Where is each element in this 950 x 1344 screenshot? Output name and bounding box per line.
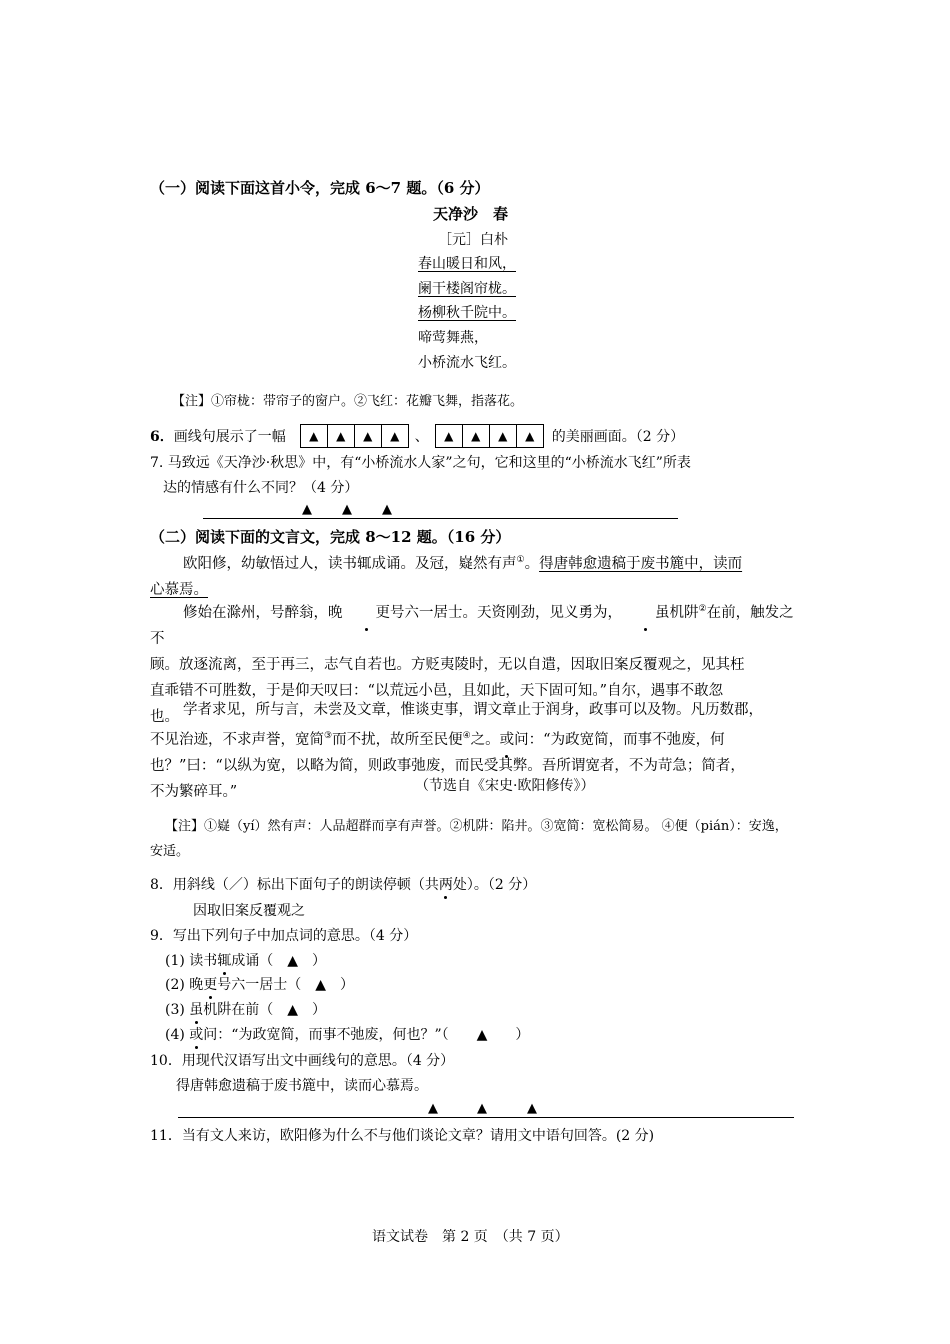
question-8	[150, 874, 536, 894]
passage-line: 学者求见，所与言，未尝及文章，惟谈吏事，谓文章止于润身，政事可以及物。凡历数郡，	[183, 702, 763, 718]
dotted-word: 或	[500, 727, 515, 753]
answer-mark: ▲	[428, 1101, 438, 1116]
underlined-sentence: 得唐韩愈遗稿于废书簏中，读而	[539, 555, 743, 572]
footnote-mark: ②	[698, 604, 707, 614]
answer-mark: ▲	[342, 502, 352, 517]
section-1-heading: （一）阅读下面这首小令，完成 6～7 题。（6 分）	[150, 179, 490, 197]
answer-mark: ▲	[328, 425, 355, 447]
poem-line: 阑干楼阁帘栊。	[418, 281, 516, 297]
passage-text: 修始在滁州，号醉翁，晚	[183, 604, 343, 621]
question-7-line-2: 达的情感有什么不同？（4 分）	[163, 480, 359, 496]
poem-title: 天净沙 春	[433, 205, 509, 223]
answer-mark: ▲	[301, 425, 328, 447]
passage-line: 也？”曰：“以纵为宽，以略为简，则政事弛废，而民受其弊。吾所谓宽者，不为苛急；简者，	[150, 757, 745, 774]
q9-item-text: 问：“为政宽简，而事不弛废，何也？”（ ▲ ）	[203, 1027, 530, 1043]
question-7-line-1: 7. 马致远《天净沙·秋思》中，有“小桥流水人家”之句，它和这里的“小桥流水飞红”所表	[150, 455, 691, 471]
poem-line: 小桥流水飞红。	[418, 355, 516, 371]
dotted-word: 虽	[189, 999, 203, 1019]
q8-text: ）。（2 分）	[466, 877, 537, 893]
q6-answer-box-2[interactable]	[435, 424, 544, 448]
question-9-heading: 9．写出下列句子中加点词的意思。（4 分）	[150, 928, 418, 944]
q9-item-text: 号六一居士（ ▲ ）	[217, 977, 355, 993]
q9-item-4	[165, 1024, 529, 1044]
footnote-mark: ①	[516, 555, 525, 565]
poem-line: 杨柳秋千院中。	[418, 305, 516, 321]
q8-sentence: 因取旧案反覆观之	[193, 903, 305, 919]
passage-line: 顾。放逐流离，至于再三，志气自若也。方贬夷陵时，无以自遣，因取旧案反覆观之，见其枉	[150, 656, 745, 673]
answer-mark: ▲	[490, 425, 517, 447]
q6-text-after: 的美丽画面。（2 分）	[551, 429, 685, 445]
q9-item-1	[165, 950, 326, 970]
footnote-mark: ④	[462, 731, 471, 741]
passage-line: 也。	[150, 708, 179, 725]
q6-number: 6．	[150, 429, 174, 445]
passage-text: 。	[524, 555, 540, 572]
passage-text: 在前，触发之不	[150, 604, 794, 647]
passage-line: 不为繁碎耳。”	[150, 783, 238, 800]
passage-text: 欧阳修，幼敏悟过人，读书辄成诵。及冠，嶷然有声	[183, 555, 517, 572]
passage-note-line-1: 【注】①嶷（yí）然有声：人品超群而享有声誉。②机阱：陷井。③宽简：宽松简易。 ④便（pián）：安逸，	[165, 819, 788, 834]
answer-mark: ▲	[382, 502, 392, 517]
passage-text: 机阱	[669, 604, 699, 621]
answer-mark: ▲	[463, 425, 490, 447]
answer-mark: ▲	[355, 425, 382, 447]
poem-line: 春山暖日和风，	[418, 256, 516, 272]
answer-mark: ▲	[525, 429, 535, 443]
q9-item-3	[165, 999, 326, 1019]
q10-answer-line[interactable]	[178, 1117, 794, 1118]
passage-line: 直乖错不可胜数，于是仰天叹曰：“以荒远小邑，且如此，天下固可知。”自尔，遇事不敢忽	[150, 682, 724, 699]
passage-paragraph-1	[150, 547, 802, 603]
answer-mark: ▲	[390, 429, 400, 443]
q9-item-text: (2) 晚	[165, 977, 204, 993]
answer-mark: ▲	[436, 425, 463, 447]
q9-item-text: 成诵（ ▲ ）	[231, 953, 327, 969]
question-10-heading: 10．用现代汉语写出文中画线句的意思。（4 分）	[150, 1053, 455, 1069]
q6-answer-box-1[interactable]	[300, 424, 409, 448]
q6-text-before: 画线句展示了一幅	[173, 429, 286, 445]
dotted-word: 虽	[622, 600, 670, 626]
dotted-word: 更	[343, 600, 391, 626]
passage-text: 号六一居士。天资刚劲，见义勇为，	[390, 604, 622, 621]
q9-item-text: 机阱在前（ ▲ ）	[203, 1002, 327, 1018]
q9-item-2	[165, 974, 354, 994]
passage-source: （节选自《宋史·欧阳修传》）	[415, 778, 595, 794]
passage-note-line-2: 安适。	[150, 844, 190, 859]
passage-text: 之。	[470, 731, 500, 748]
question-6	[150, 424, 684, 448]
section-2-heading: （二）阅读下面的文言文，完成 8～12 题。（16 分）	[150, 528, 511, 546]
poem-note: 【注】①帘栊：带帘子的窗户。②飞红：花瓣飞舞，指落花。	[172, 394, 524, 409]
q9-item-text: (1) 读书	[165, 953, 218, 969]
dotted-word: 更	[203, 974, 217, 994]
passage-text: 而不扰，故所至民便	[332, 731, 463, 748]
dotted-word: 辄	[217, 950, 231, 970]
dotted-word: 或	[189, 1024, 203, 1044]
answer-mark: ▲	[477, 1101, 487, 1116]
q8-dotted-text: 共两处	[425, 874, 467, 894]
poem-line: 啼莺舞燕，	[418, 330, 488, 346]
q6-separator: 、	[414, 429, 429, 445]
underlined-sentence: 心慕焉。	[150, 581, 208, 598]
answer-mark: ▲	[527, 1101, 537, 1116]
page-footer: 语文试卷 第 2 页 （共 7 页）	[372, 1229, 569, 1245]
poem-author: ［元］白朴	[438, 232, 508, 248]
answer-mark: ▲	[302, 502, 312, 517]
passage-text: 不见治迹，不求声誉，宽简	[150, 731, 324, 748]
passage-text: 问：“为政宽简，而事不弛废，何	[514, 731, 725, 748]
q8-text: 8．用斜线（／）标出下面句子的朗读停顿（	[150, 877, 425, 893]
q9-item-text: (3)	[165, 1002, 190, 1018]
q10-sentence: 得唐韩愈遗稿于废书簏中，读而心慕焉。	[176, 1078, 428, 1094]
q9-item-text: (4)	[165, 1027, 190, 1043]
footnote-mark: ③	[324, 731, 333, 741]
question-11: 11．当有文人来访，欧阳修为什么不与他们谈论文章？请用文中语句回答。(2 分)	[150, 1128, 655, 1144]
q7-answer-line[interactable]	[203, 518, 678, 519]
